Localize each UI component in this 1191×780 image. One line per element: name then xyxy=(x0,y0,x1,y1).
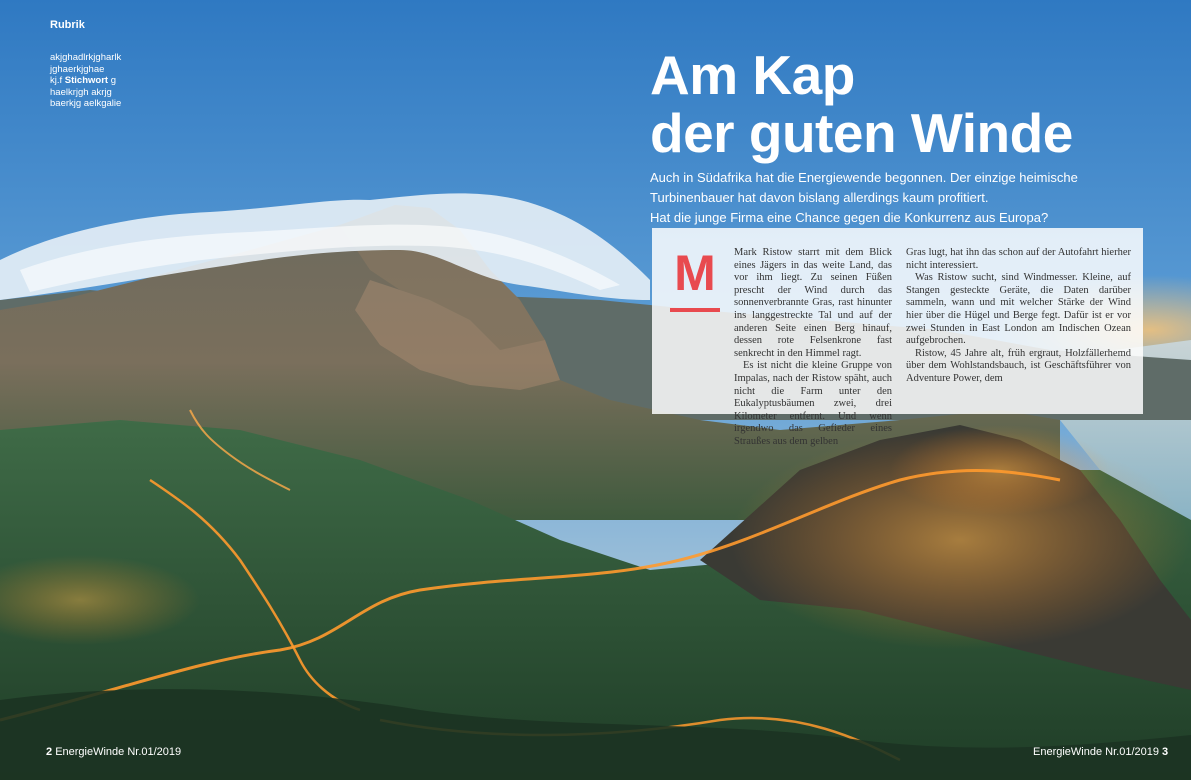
lead-line: Auch in Südafrika hat die Energiewende begonnen. Der einzige heimische xyxy=(650,170,1078,185)
article-text-box xyxy=(652,228,1143,447)
paragraph: Es ist nicht die kleine Gruppe von Impalas, nach der Ristow späht, auch nicht die Farm unter den Eukalyptusbäumen zwei, drei Kilometer entfernt. Und wenn irgendwo das Gefieder eines Straußes aus dem gelben xyxy=(734,360,892,447)
keyword-line xyxy=(50,75,150,87)
paragraph: Ristow, 45 Jahre alt, früh ergraut, Holzfällerhemd über dem Wohlstandsbauch, ist Geschäftsführer von Adventure Power, dem xyxy=(906,347,1131,384)
paragraph: Was Ristow sucht, sind Windmesser. Kleine, auf Stangen gesteckte Geräte, die Daten darüber sammeln, wann und mit welcher Stärke der Wind hier über die Hügel und Berge fegt. Dafür ist er vor zwei Stunden in East London am Indischen Ozean aufgebrochen. xyxy=(906,272,1131,347)
folio-left xyxy=(46,746,181,758)
keyword-line: akjghadlrkjgharlk xyxy=(50,52,122,63)
keyword-line: jghaerkjghae xyxy=(50,63,105,75)
paragraph: Mark Ristow starrt mit dem Blick eines Jägers in das weite Land, das vor ihm liegt. Zu seinen Füßen prescht der Wind durch das sonnenverbrannte Gras, rast hinunter ins langgestreckte Tal und auf der anderen Seite einen Berg hinauf, dessen rote Felsenkrone fast senkrecht in den Himmel ragt. xyxy=(734,247,892,359)
page-number-left: 2 xyxy=(46,746,53,758)
keyword-block xyxy=(50,52,150,110)
rubric-label: Rubrik xyxy=(50,19,85,31)
page-number-right: 3 xyxy=(1162,746,1169,758)
dropcap-underline xyxy=(670,308,720,312)
article-headline xyxy=(650,46,1170,162)
keyword-highlight: Stichwort xyxy=(64,75,109,86)
lead-line: Turbinenbauer hat davon bislang allerdings kaum profitiert. xyxy=(650,190,989,205)
keyword-line: haelkrjgh akrjg xyxy=(50,86,112,98)
keyword-prefix: kj.f xyxy=(50,75,63,86)
article-lead xyxy=(650,168,1170,228)
article-column-2 xyxy=(906,247,1131,386)
keyword-suffix: g xyxy=(110,75,116,86)
headline-line: Am Kap xyxy=(650,44,855,106)
folio-right xyxy=(1033,746,1168,758)
issue-label-right: EnergieWinde Nr.01/2019 xyxy=(1033,746,1159,758)
keyword-line: baerkjg aelkgalie xyxy=(50,98,122,109)
headline-line: der guten Winde xyxy=(650,102,1073,164)
article-column-1 xyxy=(734,247,892,449)
dropcap-letter xyxy=(668,244,722,301)
dropcap-glyph: M xyxy=(674,245,716,301)
issue-label-left: EnergieWinde Nr.01/2019 xyxy=(55,746,182,758)
lead-line: Hat die junge Firma eine Chance gegen die Konkurrenz aus Europa? xyxy=(650,210,1049,225)
paragraph: Gras lugt, hat ihn das schon auf der Autofahrt hierher nicht interessiert. xyxy=(906,247,1131,271)
